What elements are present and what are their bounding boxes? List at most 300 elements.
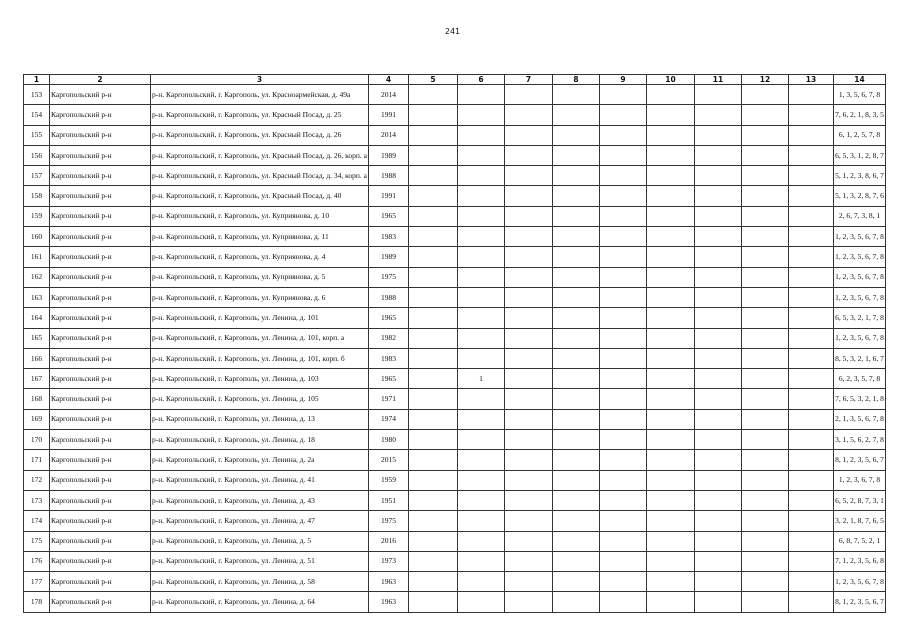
address-cell: р-н. Каргопольский, г. Каргополь, ул. Ленина, д. 5 bbox=[151, 531, 369, 551]
column-10-cell bbox=[647, 267, 695, 287]
column-5-cell bbox=[409, 105, 458, 125]
column-header: 13 bbox=[789, 75, 834, 85]
column-10-cell bbox=[647, 287, 695, 307]
column-12-cell bbox=[742, 206, 789, 226]
district-cell: Каргопольский р-н bbox=[50, 166, 151, 186]
district-cell: Каргопольский р-н bbox=[50, 470, 151, 490]
table-row bbox=[24, 531, 886, 551]
column-14-cell: 1, 2, 3, 5, 6, 7, 8 bbox=[834, 287, 886, 307]
register-table bbox=[23, 74, 886, 613]
column-7-cell bbox=[505, 348, 553, 368]
column-14-cell: 1, 2, 3, 6, 7, 8 bbox=[834, 470, 886, 490]
column-14-cell: 1, 2, 3, 5, 6, 7, 8 bbox=[834, 247, 886, 267]
column-10-cell bbox=[647, 409, 695, 429]
column-7-cell bbox=[505, 328, 553, 348]
year-cell: 1971 bbox=[369, 389, 409, 409]
column-6-cell bbox=[458, 572, 505, 592]
column-6-cell bbox=[458, 551, 505, 571]
column-5-cell bbox=[409, 328, 458, 348]
column-header: 6 bbox=[458, 75, 505, 85]
column-6-cell bbox=[458, 145, 505, 165]
column-12-cell bbox=[742, 490, 789, 510]
column-5-cell bbox=[409, 186, 458, 206]
column-13-cell bbox=[789, 308, 834, 328]
year-cell: 1974 bbox=[369, 409, 409, 429]
table-row bbox=[24, 328, 886, 348]
column-7-cell bbox=[505, 369, 553, 389]
district-cell: Каргопольский р-н bbox=[50, 227, 151, 247]
year-cell: 1991 bbox=[369, 105, 409, 125]
column-10-cell bbox=[647, 227, 695, 247]
column-9-cell bbox=[600, 85, 647, 105]
column-14-cell: 1, 2, 3, 5, 6, 7, 8 bbox=[834, 267, 886, 287]
column-9-cell bbox=[600, 430, 647, 450]
column-10-cell bbox=[647, 328, 695, 348]
column-5-cell bbox=[409, 490, 458, 510]
column-11-cell bbox=[695, 287, 742, 307]
column-13-cell bbox=[789, 247, 834, 267]
column-13-cell bbox=[789, 105, 834, 125]
address-cell: р-н. Каргопольский, г. Каргополь, ул. Ленина, д. 2а bbox=[151, 450, 369, 470]
column-5-cell bbox=[409, 409, 458, 429]
column-12-cell bbox=[742, 450, 789, 470]
column-header: 1 bbox=[24, 75, 50, 85]
column-6-cell bbox=[458, 409, 505, 429]
column-9-cell bbox=[600, 348, 647, 368]
column-14-cell: 7, 6, 5, 3, 2, 1, 8 bbox=[834, 389, 886, 409]
column-9-cell bbox=[600, 227, 647, 247]
column-5-cell bbox=[409, 267, 458, 287]
column-13-cell bbox=[789, 572, 834, 592]
column-11-cell bbox=[695, 145, 742, 165]
column-12-cell bbox=[742, 186, 789, 206]
address-cell: р-н. Каргопольский, г. Каргополь, ул. Ленина, д. 101, корп. б bbox=[151, 348, 369, 368]
column-13-cell bbox=[789, 490, 834, 510]
table-row bbox=[24, 166, 886, 186]
table-row bbox=[24, 551, 886, 571]
column-10-cell bbox=[647, 369, 695, 389]
district-cell: Каргопольский р-н bbox=[50, 409, 151, 429]
column-5-cell bbox=[409, 308, 458, 328]
table-row bbox=[24, 430, 886, 450]
district-cell: Каргопольский р-н bbox=[50, 125, 151, 145]
column-7-cell bbox=[505, 166, 553, 186]
address-cell: р-н. Каргопольский, г. Каргополь, ул. Ленина, д. 43 bbox=[151, 490, 369, 510]
column-9-cell bbox=[600, 308, 647, 328]
column-5-cell bbox=[409, 470, 458, 490]
column-6-cell bbox=[458, 450, 505, 470]
column-7-cell bbox=[505, 430, 553, 450]
table-row bbox=[24, 186, 886, 206]
column-5-cell bbox=[409, 369, 458, 389]
column-13-cell bbox=[789, 328, 834, 348]
column-12-cell bbox=[742, 572, 789, 592]
district-cell: Каргопольский р-н bbox=[50, 85, 151, 105]
district-cell: Каргопольский р-н bbox=[50, 369, 151, 389]
year-cell: 1951 bbox=[369, 490, 409, 510]
column-header: 2 bbox=[50, 75, 151, 85]
column-8-cell bbox=[553, 389, 600, 409]
column-9-cell bbox=[600, 551, 647, 571]
column-5-cell bbox=[409, 247, 458, 267]
column-14-cell: 3, 2, 1, 8, 7, 6, 5 bbox=[834, 511, 886, 531]
column-10-cell bbox=[647, 125, 695, 145]
column-7-cell bbox=[505, 85, 553, 105]
column-7-cell bbox=[505, 511, 553, 531]
column-6-cell bbox=[458, 430, 505, 450]
column-11-cell bbox=[695, 531, 742, 551]
column-8-cell bbox=[553, 511, 600, 531]
address-cell: р-н. Каргопольский, г. Каргополь, ул. Куприянова, д. 6 bbox=[151, 287, 369, 307]
year-cell: 1982 bbox=[369, 328, 409, 348]
table-row bbox=[24, 348, 886, 368]
column-6-cell bbox=[458, 247, 505, 267]
column-12-cell bbox=[742, 511, 789, 531]
column-7-cell bbox=[505, 551, 553, 571]
column-10-cell bbox=[647, 247, 695, 267]
district-cell: Каргопольский р-н bbox=[50, 450, 151, 470]
column-12-cell bbox=[742, 166, 789, 186]
table-row bbox=[24, 125, 886, 145]
column-8-cell bbox=[553, 247, 600, 267]
column-6-cell bbox=[458, 531, 505, 551]
column-11-cell bbox=[695, 430, 742, 450]
column-6-cell: 1 bbox=[458, 369, 505, 389]
address-cell: р-н. Каргопольский, г. Каргополь, ул. Красный Посад, д. 26 bbox=[151, 125, 369, 145]
address-cell: р-н. Каргопольский, г. Каргополь, ул. Ленина, д. 101 bbox=[151, 308, 369, 328]
column-13-cell bbox=[789, 470, 834, 490]
column-6-cell bbox=[458, 166, 505, 186]
column-9-cell bbox=[600, 145, 647, 165]
column-9-cell bbox=[600, 105, 647, 125]
district-cell: Каргопольский р-н bbox=[50, 308, 151, 328]
address-cell: р-н. Каргопольский, г. Каргополь, ул. Ленина, д. 51 bbox=[151, 551, 369, 571]
address-cell: р-н. Каргопольский, г. Каргополь, ул. Куприянова, д. 10 bbox=[151, 206, 369, 226]
column-7-cell bbox=[505, 145, 553, 165]
column-12-cell bbox=[742, 592, 789, 612]
column-7-cell bbox=[505, 409, 553, 429]
table-row bbox=[24, 85, 886, 105]
row-number-cell: 175 bbox=[24, 531, 50, 551]
column-10-cell bbox=[647, 308, 695, 328]
table-row bbox=[24, 287, 886, 307]
column-7-cell bbox=[505, 592, 553, 612]
district-cell: Каргопольский р-н bbox=[50, 531, 151, 551]
row-number-cell: 162 bbox=[24, 267, 50, 287]
district-cell: Каргопольский р-н bbox=[50, 186, 151, 206]
column-12-cell bbox=[742, 430, 789, 450]
column-14-cell: 6, 5, 3, 2, 1, 7, 8 bbox=[834, 308, 886, 328]
column-8-cell bbox=[553, 348, 600, 368]
column-5-cell bbox=[409, 166, 458, 186]
column-9-cell bbox=[600, 287, 647, 307]
column-10-cell bbox=[647, 490, 695, 510]
district-cell: Каргопольский р-н bbox=[50, 389, 151, 409]
address-cell: р-н. Каргопольский, г. Каргополь, ул. Куприянова, д. 11 bbox=[151, 227, 369, 247]
column-13-cell bbox=[789, 145, 834, 165]
column-14-cell: 1, 2, 3, 5, 6, 7, 8 bbox=[834, 328, 886, 348]
year-cell: 1989 bbox=[369, 247, 409, 267]
column-14-cell: 3, 1, 5, 6, 2, 7, 8 bbox=[834, 430, 886, 450]
column-5-cell bbox=[409, 287, 458, 307]
column-11-cell bbox=[695, 166, 742, 186]
column-6-cell bbox=[458, 592, 505, 612]
column-8-cell bbox=[553, 430, 600, 450]
column-6-cell bbox=[458, 490, 505, 510]
table-row bbox=[24, 511, 886, 531]
column-13-cell bbox=[789, 551, 834, 571]
column-12-cell bbox=[742, 125, 789, 145]
column-8-cell bbox=[553, 308, 600, 328]
column-11-cell bbox=[695, 328, 742, 348]
year-cell: 1983 bbox=[369, 227, 409, 247]
column-7-cell bbox=[505, 531, 553, 551]
table-row bbox=[24, 409, 886, 429]
address-cell: р-н. Каргопольский, г. Каргополь, ул. Ленина, д. 47 bbox=[151, 511, 369, 531]
row-number-cell: 153 bbox=[24, 85, 50, 105]
row-number-cell: 170 bbox=[24, 430, 50, 450]
column-9-cell bbox=[600, 267, 647, 287]
column-6-cell bbox=[458, 227, 505, 247]
table-row bbox=[24, 450, 886, 470]
year-cell: 1983 bbox=[369, 348, 409, 368]
column-13-cell bbox=[789, 348, 834, 368]
column-5-cell bbox=[409, 145, 458, 165]
column-10-cell bbox=[647, 470, 695, 490]
district-cell: Каргопольский р-н bbox=[50, 572, 151, 592]
column-9-cell bbox=[600, 369, 647, 389]
column-13-cell bbox=[789, 389, 834, 409]
column-5-cell bbox=[409, 450, 458, 470]
column-7-cell bbox=[505, 470, 553, 490]
column-9-cell bbox=[600, 206, 647, 226]
table-row bbox=[24, 247, 886, 267]
column-12-cell bbox=[742, 348, 789, 368]
row-number-cell: 165 bbox=[24, 328, 50, 348]
row-number-cell: 169 bbox=[24, 409, 50, 429]
address-cell: р-н. Каргопольский, г. Каргополь, ул. Ленина, д. 103 bbox=[151, 369, 369, 389]
row-number-cell: 160 bbox=[24, 227, 50, 247]
address-cell: р-н. Каргопольский, г. Каргополь, ул. Красный Посад, д. 34, корп. а bbox=[151, 166, 369, 186]
column-9-cell bbox=[600, 247, 647, 267]
column-12-cell bbox=[742, 551, 789, 571]
year-cell: 1973 bbox=[369, 551, 409, 571]
year-cell: 2016 bbox=[369, 531, 409, 551]
column-8-cell bbox=[553, 186, 600, 206]
column-5-cell bbox=[409, 85, 458, 105]
year-cell: 1975 bbox=[369, 511, 409, 531]
column-14-cell: 2, 1, 3, 5, 6, 7, 8 bbox=[834, 409, 886, 429]
column-10-cell bbox=[647, 389, 695, 409]
column-11-cell bbox=[695, 348, 742, 368]
column-10-cell bbox=[647, 572, 695, 592]
district-cell: Каргопольский р-н bbox=[50, 511, 151, 531]
column-8-cell bbox=[553, 572, 600, 592]
district-cell: Каргопольский р-н bbox=[50, 490, 151, 510]
table-row bbox=[24, 308, 886, 328]
row-number-cell: 166 bbox=[24, 348, 50, 368]
column-6-cell bbox=[458, 328, 505, 348]
column-10-cell bbox=[647, 145, 695, 165]
column-11-cell bbox=[695, 227, 742, 247]
column-9-cell bbox=[600, 328, 647, 348]
year-cell: 1991 bbox=[369, 186, 409, 206]
address-cell: р-н. Каргопольский, г. Каргополь, ул. Куприянова, д. 5 bbox=[151, 267, 369, 287]
column-8-cell bbox=[553, 105, 600, 125]
row-number-cell: 173 bbox=[24, 490, 50, 510]
column-14-cell: 5, 1, 2, 3, 8, 6, 7 bbox=[834, 166, 886, 186]
column-8-cell bbox=[553, 490, 600, 510]
district-cell: Каргопольский р-н bbox=[50, 328, 151, 348]
column-8-cell bbox=[553, 328, 600, 348]
column-5-cell bbox=[409, 511, 458, 531]
column-5-cell bbox=[409, 531, 458, 551]
year-cell: 1963 bbox=[369, 572, 409, 592]
column-14-cell: 6, 5, 2, 8, 7, 3, 1 bbox=[834, 490, 886, 510]
row-number-cell: 178 bbox=[24, 592, 50, 612]
column-8-cell bbox=[553, 531, 600, 551]
district-cell: Каргопольский р-н bbox=[50, 551, 151, 571]
row-number-cell: 167 bbox=[24, 369, 50, 389]
column-10-cell bbox=[647, 450, 695, 470]
column-14-cell: 6, 2, 3, 5, 7, 8 bbox=[834, 369, 886, 389]
column-12-cell bbox=[742, 105, 789, 125]
table-row bbox=[24, 227, 886, 247]
column-13-cell bbox=[789, 125, 834, 145]
address-cell: р-н. Каргопольский, г. Каргополь, ул. Ленина, д. 18 bbox=[151, 430, 369, 450]
column-13-cell bbox=[789, 369, 834, 389]
column-9-cell bbox=[600, 166, 647, 186]
column-11-cell bbox=[695, 267, 742, 287]
column-header: 12 bbox=[742, 75, 789, 85]
column-11-cell bbox=[695, 186, 742, 206]
column-5-cell bbox=[409, 592, 458, 612]
column-5-cell bbox=[409, 551, 458, 571]
table-row bbox=[24, 572, 886, 592]
district-cell: Каргопольский р-н bbox=[50, 348, 151, 368]
year-cell: 1988 bbox=[369, 166, 409, 186]
row-number-cell: 172 bbox=[24, 470, 50, 490]
table-row bbox=[24, 470, 886, 490]
column-10-cell bbox=[647, 166, 695, 186]
page-number: 241 bbox=[444, 27, 461, 36]
column-11-cell bbox=[695, 389, 742, 409]
column-8-cell bbox=[553, 369, 600, 389]
column-11-cell bbox=[695, 247, 742, 267]
column-10-cell bbox=[647, 85, 695, 105]
column-14-cell: 7, 6, 2, 1, 8, 3, 5 bbox=[834, 105, 886, 125]
column-13-cell bbox=[789, 450, 834, 470]
column-header: 10 bbox=[647, 75, 695, 85]
column-8-cell bbox=[553, 409, 600, 429]
column-9-cell bbox=[600, 531, 647, 551]
column-8-cell bbox=[553, 470, 600, 490]
table-row bbox=[24, 145, 886, 165]
column-7-cell bbox=[505, 450, 553, 470]
column-8-cell bbox=[553, 592, 600, 612]
column-header: 5 bbox=[409, 75, 458, 85]
column-9-cell bbox=[600, 592, 647, 612]
column-6-cell bbox=[458, 287, 505, 307]
year-cell: 1965 bbox=[369, 308, 409, 328]
address-cell: р-н. Каргопольский, г. Каргополь, ул. Ленина, д. 101, корп. а bbox=[151, 328, 369, 348]
column-9-cell bbox=[600, 125, 647, 145]
table-row bbox=[24, 369, 886, 389]
column-5-cell bbox=[409, 348, 458, 368]
column-header: 11 bbox=[695, 75, 742, 85]
column-12-cell bbox=[742, 328, 789, 348]
column-13-cell bbox=[789, 531, 834, 551]
district-cell: Каргопольский р-н bbox=[50, 592, 151, 612]
row-number-cell: 154 bbox=[24, 105, 50, 125]
column-13-cell bbox=[789, 409, 834, 429]
column-8-cell bbox=[553, 450, 600, 470]
column-11-cell bbox=[695, 490, 742, 510]
column-8-cell bbox=[553, 551, 600, 571]
row-number-cell: 155 bbox=[24, 125, 50, 145]
column-13-cell bbox=[789, 592, 834, 612]
column-5-cell bbox=[409, 206, 458, 226]
address-cell: р-н. Каргопольский, г. Каргополь, ул. Красный Посад, д. 26, корп. а bbox=[151, 145, 369, 165]
row-number-cell: 159 bbox=[24, 206, 50, 226]
column-11-cell bbox=[695, 206, 742, 226]
table-row bbox=[24, 592, 886, 612]
column-10-cell bbox=[647, 551, 695, 571]
column-13-cell bbox=[789, 85, 834, 105]
column-11-cell bbox=[695, 592, 742, 612]
column-14-cell: 5, 1, 3, 2, 8, 7, 6 bbox=[834, 186, 886, 206]
column-7-cell bbox=[505, 389, 553, 409]
column-6-cell bbox=[458, 267, 505, 287]
row-number-cell: 158 bbox=[24, 186, 50, 206]
year-cell: 1975 bbox=[369, 267, 409, 287]
address-cell: р-н. Каргопольский, г. Каргополь, ул. Ленина, д. 58 bbox=[151, 572, 369, 592]
column-7-cell bbox=[505, 267, 553, 287]
column-14-cell: 8, 5, 3, 2, 1, 6, 7 bbox=[834, 348, 886, 368]
column-8-cell bbox=[553, 125, 600, 145]
address-cell: р-н. Каргопольский, г. Каргополь, ул. Ленина, д. 105 bbox=[151, 389, 369, 409]
column-5-cell bbox=[409, 572, 458, 592]
column-10-cell bbox=[647, 430, 695, 450]
column-6-cell bbox=[458, 348, 505, 368]
column-7-cell bbox=[505, 572, 553, 592]
district-cell: Каргопольский р-н bbox=[50, 206, 151, 226]
row-number-cell: 156 bbox=[24, 145, 50, 165]
district-cell: Каргопольский р-н bbox=[50, 247, 151, 267]
row-number-cell: 157 bbox=[24, 166, 50, 186]
row-number-cell: 177 bbox=[24, 572, 50, 592]
column-6-cell bbox=[458, 125, 505, 145]
column-11-cell bbox=[695, 572, 742, 592]
column-header: 3 bbox=[151, 75, 369, 85]
year-cell: 1965 bbox=[369, 206, 409, 226]
column-12-cell bbox=[742, 145, 789, 165]
column-14-cell: 1, 2, 3, 5, 6, 7, 8 bbox=[834, 227, 886, 247]
column-13-cell bbox=[789, 287, 834, 307]
column-6-cell bbox=[458, 186, 505, 206]
row-number-cell: 168 bbox=[24, 389, 50, 409]
column-14-cell: 8, 1, 2, 3, 5, 6, 7 bbox=[834, 592, 886, 612]
column-header: 9 bbox=[600, 75, 647, 85]
column-12-cell bbox=[742, 267, 789, 287]
column-8-cell bbox=[553, 206, 600, 226]
column-7-cell bbox=[505, 125, 553, 145]
district-cell: Каргопольский р-н bbox=[50, 287, 151, 307]
column-7-cell bbox=[505, 206, 553, 226]
column-11-cell bbox=[695, 409, 742, 429]
row-number-cell: 164 bbox=[24, 308, 50, 328]
column-5-cell bbox=[409, 125, 458, 145]
